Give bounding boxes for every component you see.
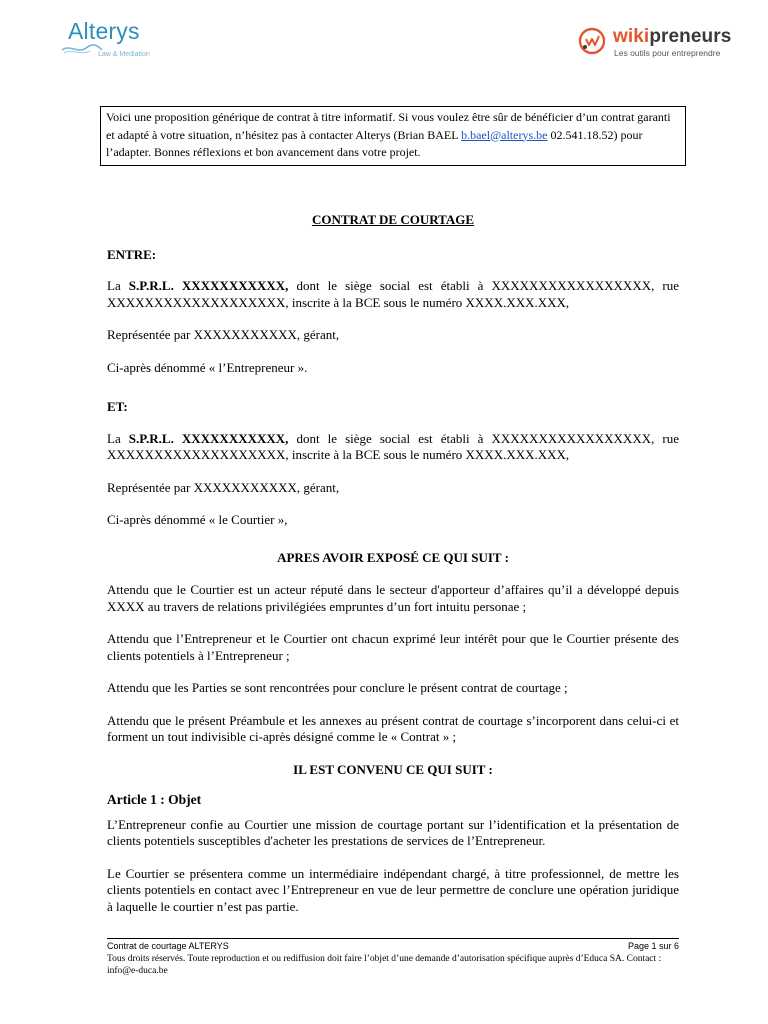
alterys-logo	[60, 18, 170, 64]
party1-representation: Représentée par XXXXXXXXXXX, gérant,	[107, 327, 340, 342]
contract-body	[107, 212, 679, 915]
wikipreneurs-logo-name: wikipreneurs	[613, 26, 732, 47]
preamble-heading: APRES AVOIR EXPOSÉ CE QUI SUIT :	[277, 549, 509, 565]
recital-item: Attendu que le Courtier est un acteur réputé dans le secteur d'apporteur d’affaires qu’il a développé depuis XXXX au travers de relations privilégiées empruntes d’un fort intuitu personae ;	[107, 582, 679, 614]
wikipreneurs-mark-icon	[578, 27, 606, 55]
article-1-heading: Article 1 : Objet	[107, 792, 202, 807]
wikipreneurs-logo	[578, 26, 748, 60]
et-heading: ET:	[107, 399, 128, 414]
article-1-paragraph: L’Entrepreneur confie au Courtier une mission de courtage portant sur l’identification et la présentation de clients potentiels susceptibles d'acheter les prestations de services de l’Entrepreneur.	[107, 816, 679, 848]
footer-rights: Tous droits réservés. Toute reproduction et ou rediffusion doit faire l’objet d’une demande d’autorisation spécifique auprès d’Educa SA. Contact : info@e-duca.be	[107, 954, 662, 976]
alterys-logo-name: Alterys	[68, 18, 140, 44]
article-1-paragraph: Le Courtier se présentera comme un intermédiaire indépendant chargé, à titre professionnel, de mettre les clients potentiels en contact avec l’Entrepreneur en vue de leur permettre de conclure une opération juridique à laquelle le courtier n’est pas partie.	[107, 865, 679, 914]
party1-designation: Ci-après dénommé « l’Entrepreneur ».	[107, 359, 308, 375]
recital-item: Attendu que les Parties se sont rencontrées pour conclure le présent contrat de courtage ;	[107, 680, 568, 695]
footer-page-number: Page 1 sur 6	[627, 941, 679, 951]
contract-title: CONTRAT DE COURTAGE	[311, 212, 475, 227]
recital-item: Attendu que le présent Préambule et les annexes au présent contrat de courtage s’incorporent dans celui-ci et forment un tout indivisible ci-après désigné comme le « Contrat » ;	[107, 712, 679, 744]
agreed-heading: IL EST CONVENU CE QUI SUIT :	[293, 761, 493, 777]
entre-heading: ENTRE:	[107, 246, 157, 262]
wikipreneurs-logo-tagline: Les outils pour entreprendre	[614, 48, 721, 58]
party1-identification: La S.P.R.L. XXXXXXXXXXX, dont le siège social est établi à XXXXXXXXXXXXXXXXX, rue XXXXXXXXXXXXXXXXXXX, inscrite à la BCE sous le numéro XXXX.XXX.XXX,	[107, 278, 680, 310]
party2-representation: Représentée par XXXXXXXXXXX, gérant,	[107, 479, 340, 495]
recital-item: Attendu que l’Entrepreneur et le Courtier ont chacun exprimé leur intérêt pour que le Courtier présente des clients potentiels à l’Entrepreneur ;	[107, 631, 679, 663]
party2-identification: La S.P.R.L. XXXXXXXXXXX, dont le siège social est établi à XXXXXXXXXXXXXXXXX, rue XXXXXXXXXXXXXXXXXXX, inscrite à la BCE sous le numéro XXXX.XXX.XXX,	[107, 430, 680, 462]
contact-email-link[interactable]: b.bael@alterys.be	[461, 127, 548, 142]
alterys-logo-tagline: Law & Mediation	[98, 51, 150, 58]
footer-doc-name: Contrat de courtage ALTERYS	[107, 941, 229, 951]
page-footer	[107, 938, 679, 977]
disclaimer-notice: Voici une proposition générique de contrat à titre informatif. Si vous voulez être sûr de bénéficier d’un contrat garanti et adapté à votre situation, n’hésitez pas à contacter Alterys (Brian BAEL b.bael@alterys.be 02.541.18.52) pour l’adapter. Bonnes réflexions et bon avancement dans votre projet.	[100, 106, 686, 166]
party2-designation: Ci-après dénommé « le Courtier »,	[107, 512, 288, 527]
